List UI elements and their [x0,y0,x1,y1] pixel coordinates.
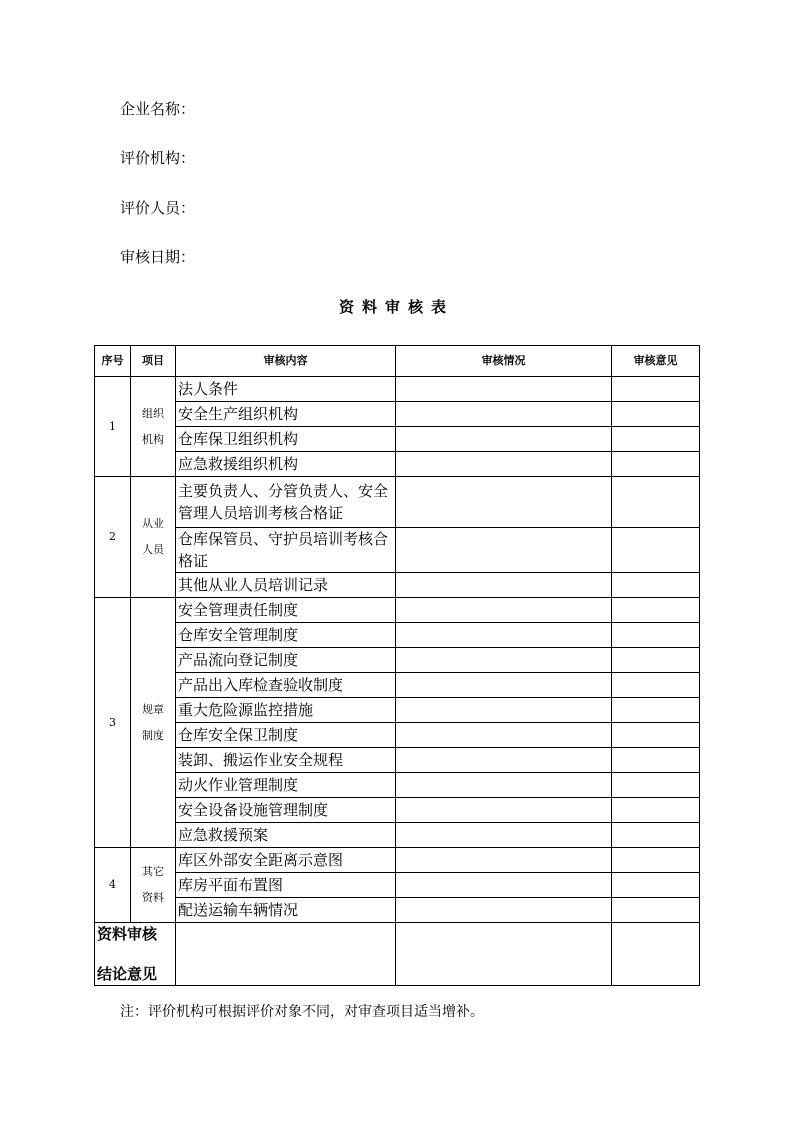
review-opinion-cell[interactable] [612,452,700,477]
review-status-cell[interactable] [396,773,612,798]
review-opinion-cell[interactable] [612,773,700,798]
review-status-cell[interactable] [396,798,612,823]
review-content: 主要负责人、分管负责人、安全管理人员培训考核合格证 [176,477,396,528]
review-content: 安全设备设施管理制度 [176,798,396,823]
review-status-cell[interactable] [396,377,612,402]
review-status-cell[interactable] [396,598,612,623]
table-title: 资料审核表 [338,298,454,316]
review-opinion-cell[interactable] [612,723,700,748]
table-row [95,898,700,923]
review-status-cell[interactable] [396,528,612,573]
review-status-cell[interactable] [396,723,612,748]
review-status-cell[interactable] [396,873,612,898]
table-row [95,377,700,402]
review-status-cell[interactable] [396,427,612,452]
review-content: 法人条件 [176,377,396,402]
review-opinion-cell[interactable] [612,673,700,698]
review-content: 库区外部安全距离示意图 [176,848,396,873]
evaluation-agency-label: 评价机构： [120,149,196,167]
review-opinion-cell[interactable] [612,427,700,452]
evaluator-label: 评价人员： [120,199,196,217]
row-number: 1 [95,377,131,477]
conclusion-status-cell[interactable] [396,923,612,986]
review-content: 安全管理责任制度 [176,598,396,623]
table-row [95,773,700,798]
conclusion-opinion-cell[interactable] [612,923,700,986]
review-status-cell[interactable] [396,748,612,773]
review-content: 其他从业人员培训记录 [176,573,396,598]
table-row [95,573,700,598]
review-opinion-cell[interactable] [612,698,700,723]
review-content: 装卸、搬运作业安全规程 [176,748,396,773]
review-date-label: 审核日期： [120,248,196,266]
review-opinion-cell[interactable] [612,873,700,898]
item-category: 从业 人员 [131,477,176,598]
review-status-cell[interactable] [396,573,612,598]
item-category: 规章 制度 [131,598,176,848]
table-row [95,623,700,648]
table-row [95,698,700,723]
table-row [95,673,700,698]
row-number: 2 [95,477,131,598]
review-opinion-cell[interactable] [612,573,700,598]
item-category: 其它 资料 [131,848,176,923]
review-status-cell[interactable] [396,698,612,723]
review-status-cell[interactable] [396,673,612,698]
review-opinion-cell[interactable] [612,623,700,648]
conclusion-row [95,923,700,986]
table-row [95,598,700,623]
header-opinion: 审核意见 [612,346,700,377]
table-row [95,748,700,773]
review-opinion-cell[interactable] [612,402,700,427]
footnote: 注：评价机构可根据评价对象不同，对审查项目适当增补。 [120,1004,484,1020]
table-row [95,798,700,823]
review-status-cell[interactable] [396,848,612,873]
conclusion-content-cell[interactable] [176,923,396,986]
review-content: 仓库安全保卫制度 [176,723,396,748]
conclusion-line-1: 资料审核 [97,925,158,943]
table-row [95,427,700,452]
review-opinion-cell[interactable] [612,648,700,673]
review-opinion-cell[interactable] [612,898,700,923]
table-row [95,823,700,848]
review-content: 仓库保卫组织机构 [176,427,396,452]
table-row [95,528,700,573]
review-content: 仓库保管员、守护员培训考核合格证 [176,528,396,573]
table-row [95,477,700,528]
review-status-cell[interactable] [396,402,612,427]
review-content: 产品出入库检查验收制度 [176,673,396,698]
review-status-cell[interactable] [396,623,612,648]
review-opinion-cell[interactable] [612,848,700,873]
review-status-cell[interactable] [396,898,612,923]
header-item: 项目 [131,346,176,377]
header-row [95,346,700,377]
table-row [95,723,700,748]
review-opinion-cell[interactable] [612,748,700,773]
table-row [95,402,700,427]
review-opinion-cell[interactable] [612,477,700,528]
conclusion-label [95,923,176,986]
header-status: 审核情况 [396,346,612,377]
review-opinion-cell[interactable] [612,528,700,573]
review-status-cell[interactable] [396,648,612,673]
conclusion-line-2: 结论意见 [97,965,158,983]
row-number: 4 [95,848,131,923]
review-opinion-cell[interactable] [612,823,700,848]
review-content: 仓库安全管理制度 [176,623,396,648]
row-number: 3 [95,598,131,848]
company-name-label: 企业名称： [120,100,196,118]
review-content: 安全生产组织机构 [176,402,396,427]
review-content: 动火作业管理制度 [176,773,396,798]
table-row [95,452,700,477]
review-opinion-cell[interactable] [612,598,700,623]
review-content: 重大危险源监控措施 [176,698,396,723]
header-content: 审核内容 [176,346,396,377]
table-row [95,873,700,898]
review-opinion-cell[interactable] [612,798,700,823]
review-status-cell[interactable] [396,823,612,848]
review-content: 产品流向登记制度 [176,648,396,673]
review-opinion-cell[interactable] [612,377,700,402]
table-row [95,848,700,873]
review-status-cell[interactable] [396,452,612,477]
review-content: 库房平面布置图 [176,873,396,898]
review-content: 配送运输车辆情况 [176,898,396,923]
review-content: 应急救援组织机构 [176,452,396,477]
header-no: 序号 [95,346,131,377]
review-status-cell[interactable] [396,477,612,528]
item-category: 组织 机构 [131,377,176,477]
review-content: 应急救援预案 [176,823,396,848]
table-row [95,648,700,673]
review-table [94,345,700,986]
